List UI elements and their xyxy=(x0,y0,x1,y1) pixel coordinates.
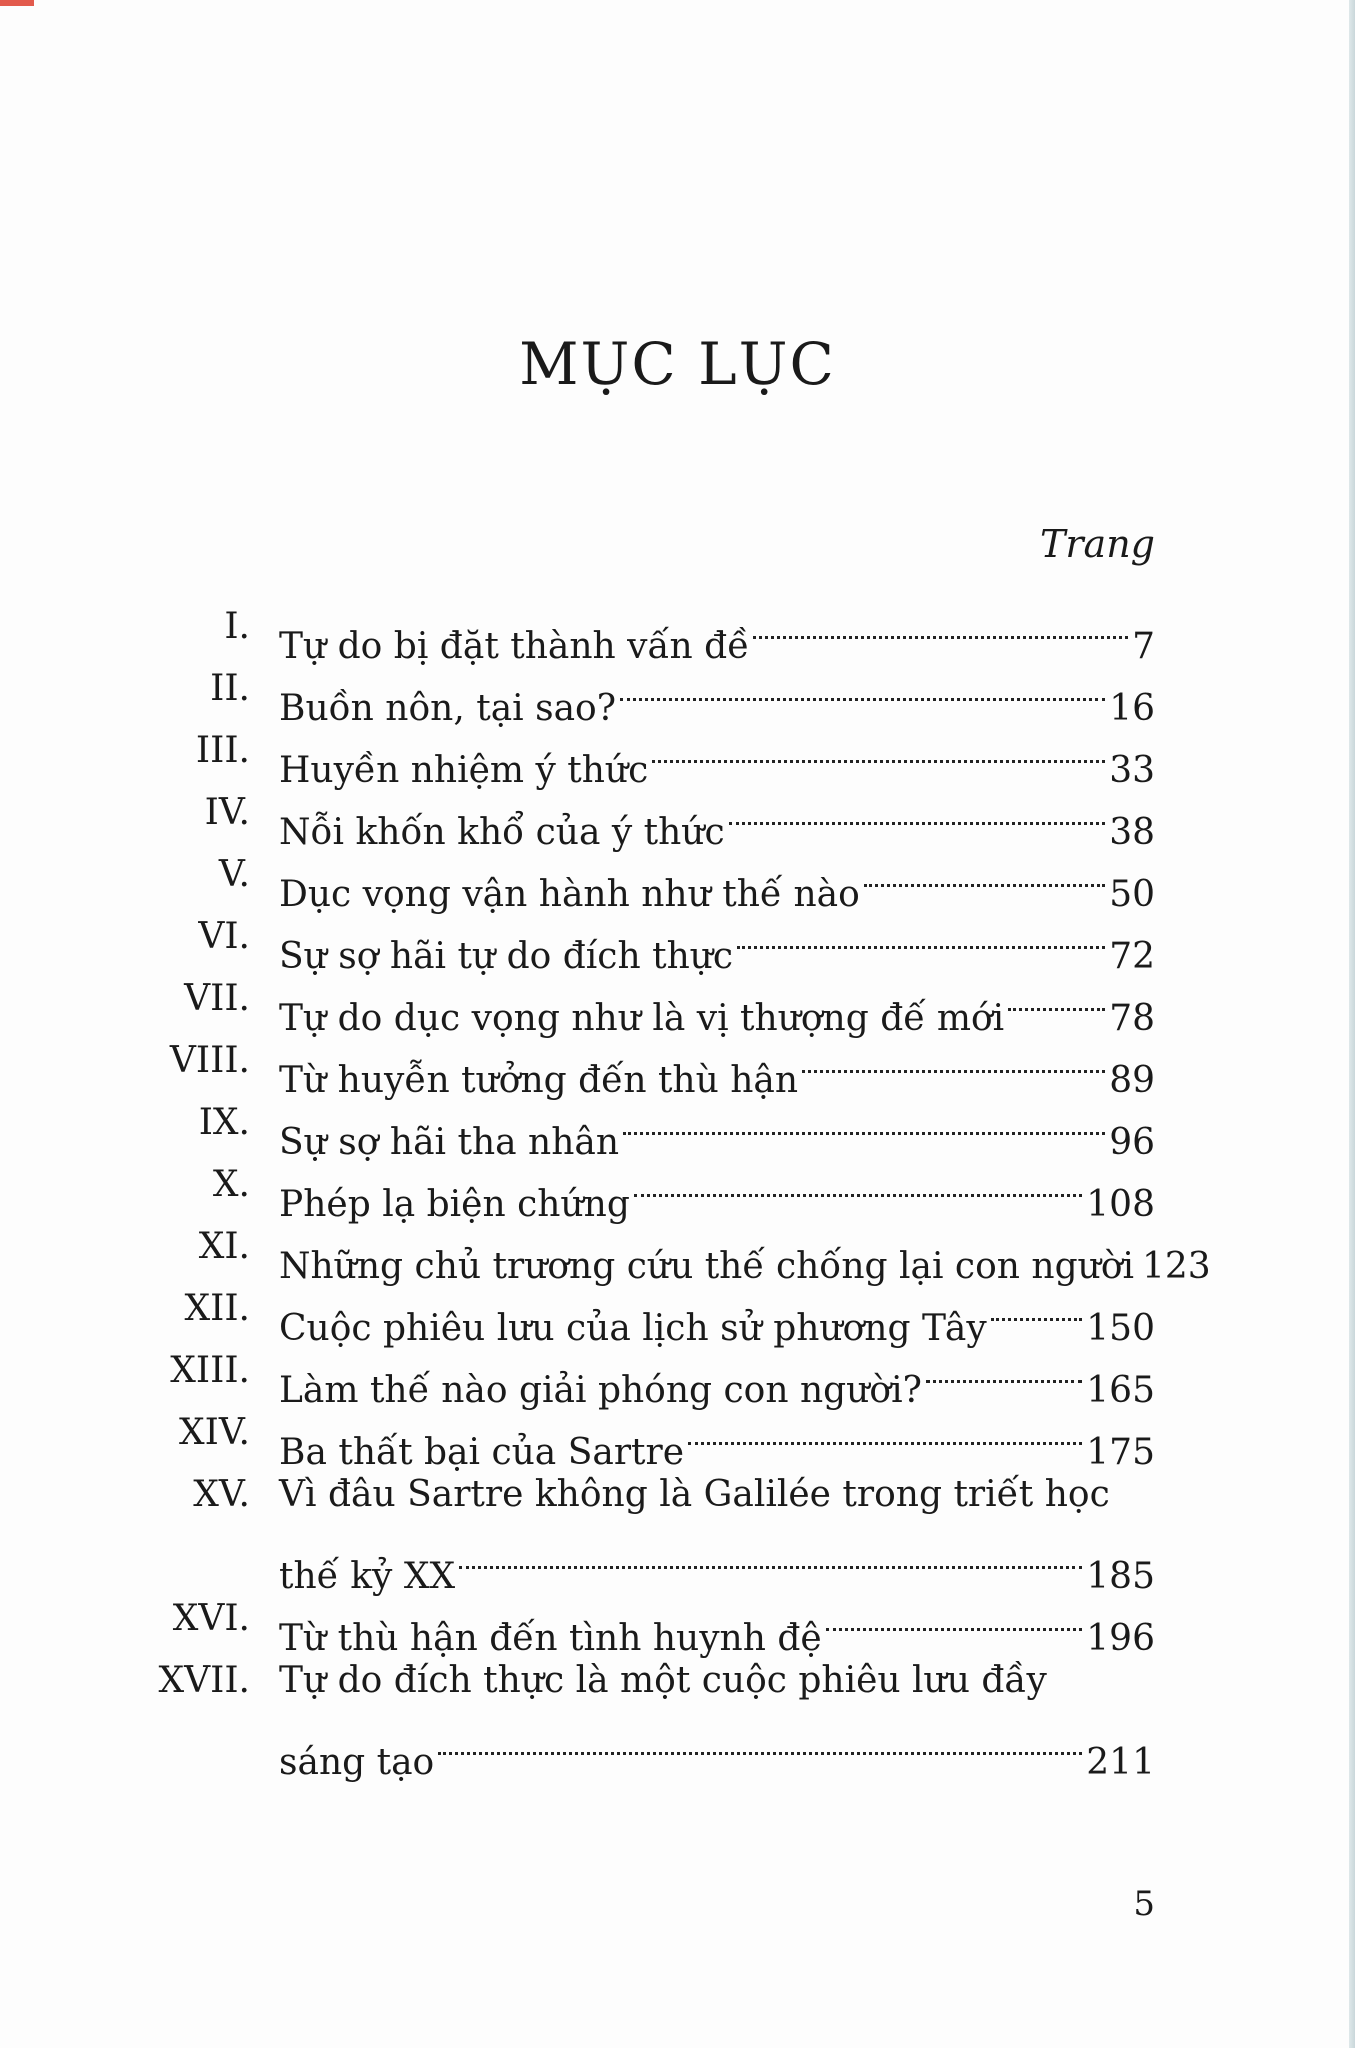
toc-entry-number: XV. xyxy=(193,1474,250,1515)
page-column-header: Trang xyxy=(1040,522,1155,566)
toc-entry-continuation[interactable] xyxy=(0,1712,1355,1783)
toc-entry-title: Làm thế nào giải phóng con người? xyxy=(279,1370,922,1411)
toc-entry[interactable] xyxy=(0,1464,1355,1526)
toc-entry-number: IX. xyxy=(198,1102,250,1143)
toc-entry[interactable] xyxy=(0,1154,1355,1225)
dot-leader xyxy=(620,658,1105,720)
toc-entry-title-continued: sáng tạo xyxy=(279,1742,435,1783)
dot-leader xyxy=(753,596,1128,658)
toc-entry-title: Tự do đích thực là một cuộc phiêu lưu đầy xyxy=(279,1660,1047,1701)
toc-entry-number: XI. xyxy=(198,1226,250,1267)
toc-entry-title: Cuộc phiêu lưu của lịch sử phương Tây xyxy=(279,1308,987,1349)
toc-entry[interactable] xyxy=(0,968,1355,1039)
toc-entry[interactable] xyxy=(0,1030,1355,1101)
toc-entry-title: Ba thất bại của Sartre xyxy=(279,1432,685,1473)
toc-entry-page: 72 xyxy=(1109,936,1155,977)
table-of-contents xyxy=(0,596,1355,1783)
toc-entry-title: Từ huyễn tưởng đến thù hận xyxy=(279,1060,799,1101)
toc-entry-page: 123 xyxy=(1142,1246,1211,1287)
toc-entry-number: IV. xyxy=(204,792,250,833)
toc-entry-page: 7 xyxy=(1132,626,1155,667)
toc-entry-page: 211 xyxy=(1086,1742,1155,1783)
toc-entry[interactable] xyxy=(0,1216,1355,1287)
toc-entry[interactable] xyxy=(0,844,1355,915)
toc-entry-number: XIII. xyxy=(170,1350,250,1391)
toc-entry[interactable] xyxy=(0,906,1355,977)
toc-entry-page: 108 xyxy=(1086,1184,1155,1225)
toc-entry-title: Nỗi khốn khổ của ý thức xyxy=(279,812,725,853)
toc-entry-page: 89 xyxy=(1109,1060,1155,1101)
toc-entry-title: Phép lạ biện chứng xyxy=(279,1184,630,1225)
toc-entry-page: 38 xyxy=(1109,812,1155,853)
toc-entry[interactable] xyxy=(0,720,1355,791)
dot-leader xyxy=(459,1526,1082,1588)
toc-entry-page: 150 xyxy=(1086,1308,1155,1349)
toc-entry-continuation[interactable] xyxy=(0,1526,1355,1597)
toc-entry-page: 33 xyxy=(1109,750,1155,791)
dot-leader xyxy=(652,720,1105,782)
toc-entry-number: VI. xyxy=(198,916,250,957)
toc-entry-page: 16 xyxy=(1109,688,1155,729)
toc-entry-title: Huyền nhiệm ý thức xyxy=(279,750,649,791)
dot-leader xyxy=(826,1588,1083,1650)
toc-entry-title: Tự do bị đặt thành vấn đề xyxy=(279,626,750,667)
toc-entry-page: 78 xyxy=(1109,998,1155,1039)
dot-leader xyxy=(623,1092,1105,1154)
toc-entry-number: XII. xyxy=(184,1288,250,1329)
toc-entry-title: Dục vọng vận hành như thế nào xyxy=(279,874,860,915)
toc-entry-page: 165 xyxy=(1086,1370,1155,1411)
page-title: MỤC LỤC xyxy=(519,330,836,398)
toc-entry-number: VII. xyxy=(184,978,250,1019)
toc-entry-page: 50 xyxy=(1109,874,1155,915)
toc-entry-number: VIII. xyxy=(169,1040,250,1081)
toc-entry-title-continued: thế kỷ XX xyxy=(279,1556,456,1597)
scan-corner-mark xyxy=(0,0,34,6)
dot-leader xyxy=(926,1340,1082,1402)
toc-entry-number: X. xyxy=(212,1164,250,1205)
toc-entry-number: III. xyxy=(195,730,250,771)
dot-leader xyxy=(802,1030,1105,1092)
dot-leader xyxy=(737,906,1105,968)
page-number: 5 xyxy=(1133,1884,1155,1924)
toc-entry-number: I. xyxy=(224,606,250,647)
toc-entry-number: XIV. xyxy=(179,1412,250,1453)
toc-entry-title: Vì đâu Sartre không là Galilée trong triết học xyxy=(279,1474,1110,1515)
toc-entry[interactable] xyxy=(0,1650,1355,1712)
toc-entry-page: 185 xyxy=(1086,1556,1155,1597)
dot-leader xyxy=(729,782,1106,844)
dot-leader xyxy=(1008,968,1105,1030)
toc-entry-title: Buồn nôn, tại sao? xyxy=(279,688,617,729)
toc-entry-title: Từ thù hận đến tình huynh đệ xyxy=(279,1618,822,1659)
toc-entry-title: Sự sợ hãi tự do đích thực xyxy=(279,936,734,977)
toc-entry[interactable] xyxy=(0,596,1355,667)
toc-entry[interactable] xyxy=(0,1402,1355,1473)
toc-entry-page: 96 xyxy=(1109,1122,1155,1163)
toc-entry-number: II. xyxy=(210,668,250,709)
toc-entry-title: Những chủ trương cứu thế chống lại con người xyxy=(279,1246,1134,1287)
dot-leader xyxy=(634,1154,1082,1216)
toc-entry[interactable] xyxy=(0,1278,1355,1349)
dot-leader xyxy=(688,1402,1082,1464)
toc-entry[interactable] xyxy=(0,1340,1355,1411)
toc-entry-page: 196 xyxy=(1086,1618,1155,1659)
toc-entry[interactable] xyxy=(0,1092,1355,1163)
dot-leader xyxy=(438,1712,1082,1774)
toc-entry-number: V. xyxy=(218,854,250,895)
dot-leader xyxy=(991,1278,1083,1340)
dot-leader xyxy=(864,844,1105,906)
toc-entry[interactable] xyxy=(0,782,1355,853)
toc-entry[interactable] xyxy=(0,1588,1355,1659)
toc-entry-title: Sự sợ hãi tha nhân xyxy=(279,1122,620,1163)
toc-entry-title: Tự do dục vọng như là vị thượng đế mới xyxy=(279,998,1005,1039)
toc-entry-page: 175 xyxy=(1086,1432,1155,1473)
toc-entry-number: XVI. xyxy=(172,1598,250,1639)
toc-entry-number: XVII. xyxy=(158,1660,250,1701)
toc-entry[interactable] xyxy=(0,658,1355,729)
